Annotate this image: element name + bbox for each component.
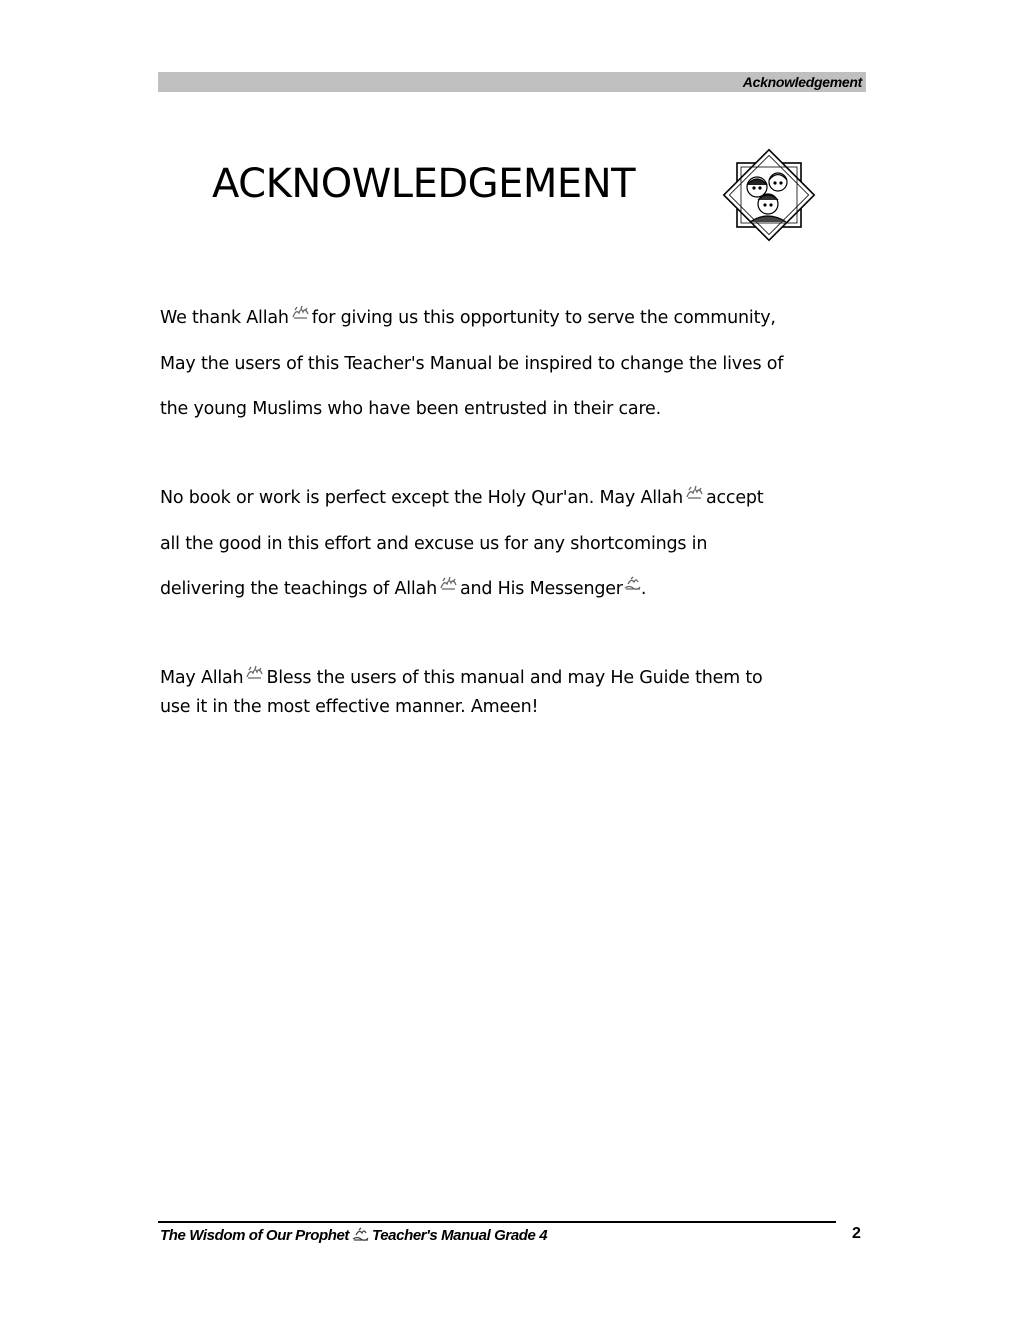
paragraph-blessing <box>160 664 880 722</box>
page-number: 2 <box>852 1225 861 1242</box>
text-line: the young Muslims who have been entrusted in their care. <box>160 399 661 419</box>
allah-calligraphy-icon <box>246 665 263 679</box>
text-line: No book or work is perfect except the Holy Qur'an. May Allah accept <box>160 476 880 522</box>
paragraph-quran <box>160 476 880 613</box>
footer-title: The Wisdom of Our Prophet Teacher's Manual Grade 4 <box>160 1227 548 1244</box>
text-line: May the users of this Teacher's Manual be inspired to change the lives of <box>160 353 784 374</box>
paragraph-thanks <box>160 296 880 433</box>
allah-calligraphy-icon <box>440 576 457 590</box>
footer-rule <box>158 1221 836 1223</box>
page-title: ACKNOWLEDGEMENT <box>212 161 636 207</box>
allah-calligraphy-icon <box>292 305 309 319</box>
text-line: delivering the teachings of Allah and His Messenger . <box>160 567 880 613</box>
children-star-emblem-icon <box>716 142 822 248</box>
allah-calligraphy-icon <box>686 485 703 499</box>
text-line: use it in the most effective manner. Ameen! <box>160 697 539 717</box>
salawat-calligraphy-icon <box>624 576 641 590</box>
header-bar <box>158 72 866 92</box>
salawat-calligraphy-icon <box>352 1227 369 1241</box>
running-header-label: Acknowledgement <box>742 74 862 90</box>
text-line: all the good in this effort and excuse us for any shortcomings in <box>160 533 708 554</box>
text-line: May Allah Bless the users of this manual and may He Guide them to <box>160 664 880 693</box>
text-line: We thank Allah for giving us this opportunity to serve the community, <box>160 296 880 342</box>
